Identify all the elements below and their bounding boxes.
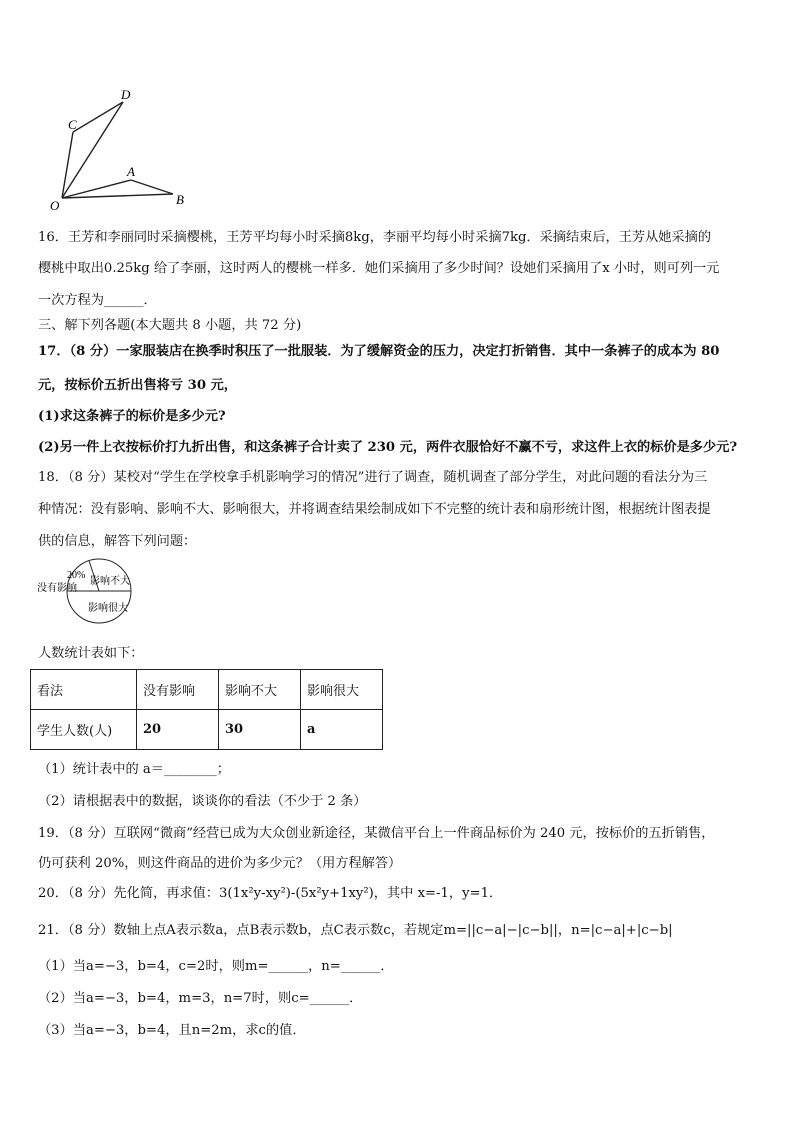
q21-line-1: 21．（8 分）数轴上点A表示数a，点B表示数b，点C表示数c，若规定m=||c−a|−|c−b||，n=|c−a|+|c−b| <box>38 923 673 938</box>
table-header-cell: 没有影响 <box>137 670 219 710</box>
segment-ab <box>131 180 173 194</box>
q17-line-2: 元，按标价五折出售将亏 30 元， <box>38 378 237 393</box>
pie-label-small: 影响不大 <box>90 576 130 587</box>
q18-part-1: （1）统计表中的 a＝________； <box>38 762 230 777</box>
q18-part-2: （2）请根据表中的数据，谈谈你的看法（不少于 2 条） <box>38 794 367 809</box>
label-c: C <box>68 117 77 132</box>
q19-line-2: 仍可获利 20%，则这件商品的进价为多少元？（用方程解答） <box>38 856 402 871</box>
table-header-cell: 看法 <box>31 670 137 710</box>
table-cell: 20 <box>137 710 219 750</box>
table-header-cell: 影响不大 <box>219 670 301 710</box>
pie-label-none: 没有影响 <box>37 583 77 594</box>
q18-line-3: 供的信息，解答下列问题： <box>38 534 197 549</box>
table-header-cell: 影响很大 <box>301 670 383 710</box>
q17-line-1: 17．（8 分）一家服装店在换季时积压了一批服装．为了缓解资金的压力，决定打折销售．其中一条裤子的成本为 80 <box>38 344 720 359</box>
q21-part-2: （2）当a=−3，b=4，m=3，n=7时，则c=______． <box>38 991 363 1006</box>
q18-table-caption: 人数统计表如下： <box>38 646 144 661</box>
q19-line-1: 19．（8 分）互联网“微商”经营已成为大众创业新途径，某微信平台上一件商品标价为 240 元，按标价的五折销售， <box>38 826 715 841</box>
q16-line-3: 一次方程为______． <box>38 293 157 308</box>
table-header-row <box>31 670 383 710</box>
label-b: B <box>176 192 184 207</box>
pie-pct-label: 20% <box>67 570 86 581</box>
section-3-title: 三、解下列各题(本大题共 8 小题，共 72 分) <box>38 318 302 333</box>
stat-table <box>30 669 383 750</box>
q18-line-2: 种情况：没有影响、影响不大、影响很大，并将调查结果绘制成如下不完整的统计表和扇形统计图，根据统计图表提 <box>38 502 711 517</box>
label-a: A <box>127 164 135 179</box>
pie-chart-figure <box>34 556 144 626</box>
segment-ob <box>62 194 173 198</box>
segment-cd <box>73 102 123 132</box>
q20-line-1: 20．（8 分）先化简，再求值：3(1x²y-xy²)-(5x²y+1xy²)，其中 x=-1，y=1． <box>38 886 503 901</box>
q17-part-2: (2)另一件上衣按标价打九折出售，和这条裤子合计卖了 230 元，两件衣服恰好不赢不亏，求这件上衣的标价是多少元? <box>38 440 738 455</box>
q16-line-1: 16．王芳和李丽同时采摘樱桃，王芳平均每小时采摘8kg，李丽平均每小时采摘7kg．采摘结束后，王芳从她采摘的 <box>38 230 712 245</box>
angle-figure <box>40 85 200 215</box>
label-o: O <box>50 198 60 213</box>
table-row <box>31 710 383 750</box>
table-cell: a <box>301 710 383 750</box>
table-cell: 学生人数(人) <box>31 710 137 750</box>
q21-part-1: （1）当a=−3，b=4，c=2时，则m=______，n=______． <box>38 959 394 974</box>
q17-part-1: (1)求这条裤子的标价是多少元? <box>38 409 226 424</box>
q16-line-2: 樱桃中取出0.25kg 给了李丽，这时两人的樱桃一样多．她们采摘用了多少时间？设她们采摘用了x 小时，则可列一元 <box>38 261 720 276</box>
label-d: D <box>121 87 131 102</box>
pie-label-big: 影响很大 <box>88 603 128 614</box>
q18-line-1: 18．（8 分）某校对“学生在学校拿手机影响学习的情况”进行了调查，随机调查了部分学生，对此问题的看法分为三 <box>38 470 708 485</box>
q21-part-3: （3）当a=−3，b=4，且n=2m，求c的值． <box>38 1023 306 1038</box>
table-cell: 30 <box>219 710 301 750</box>
